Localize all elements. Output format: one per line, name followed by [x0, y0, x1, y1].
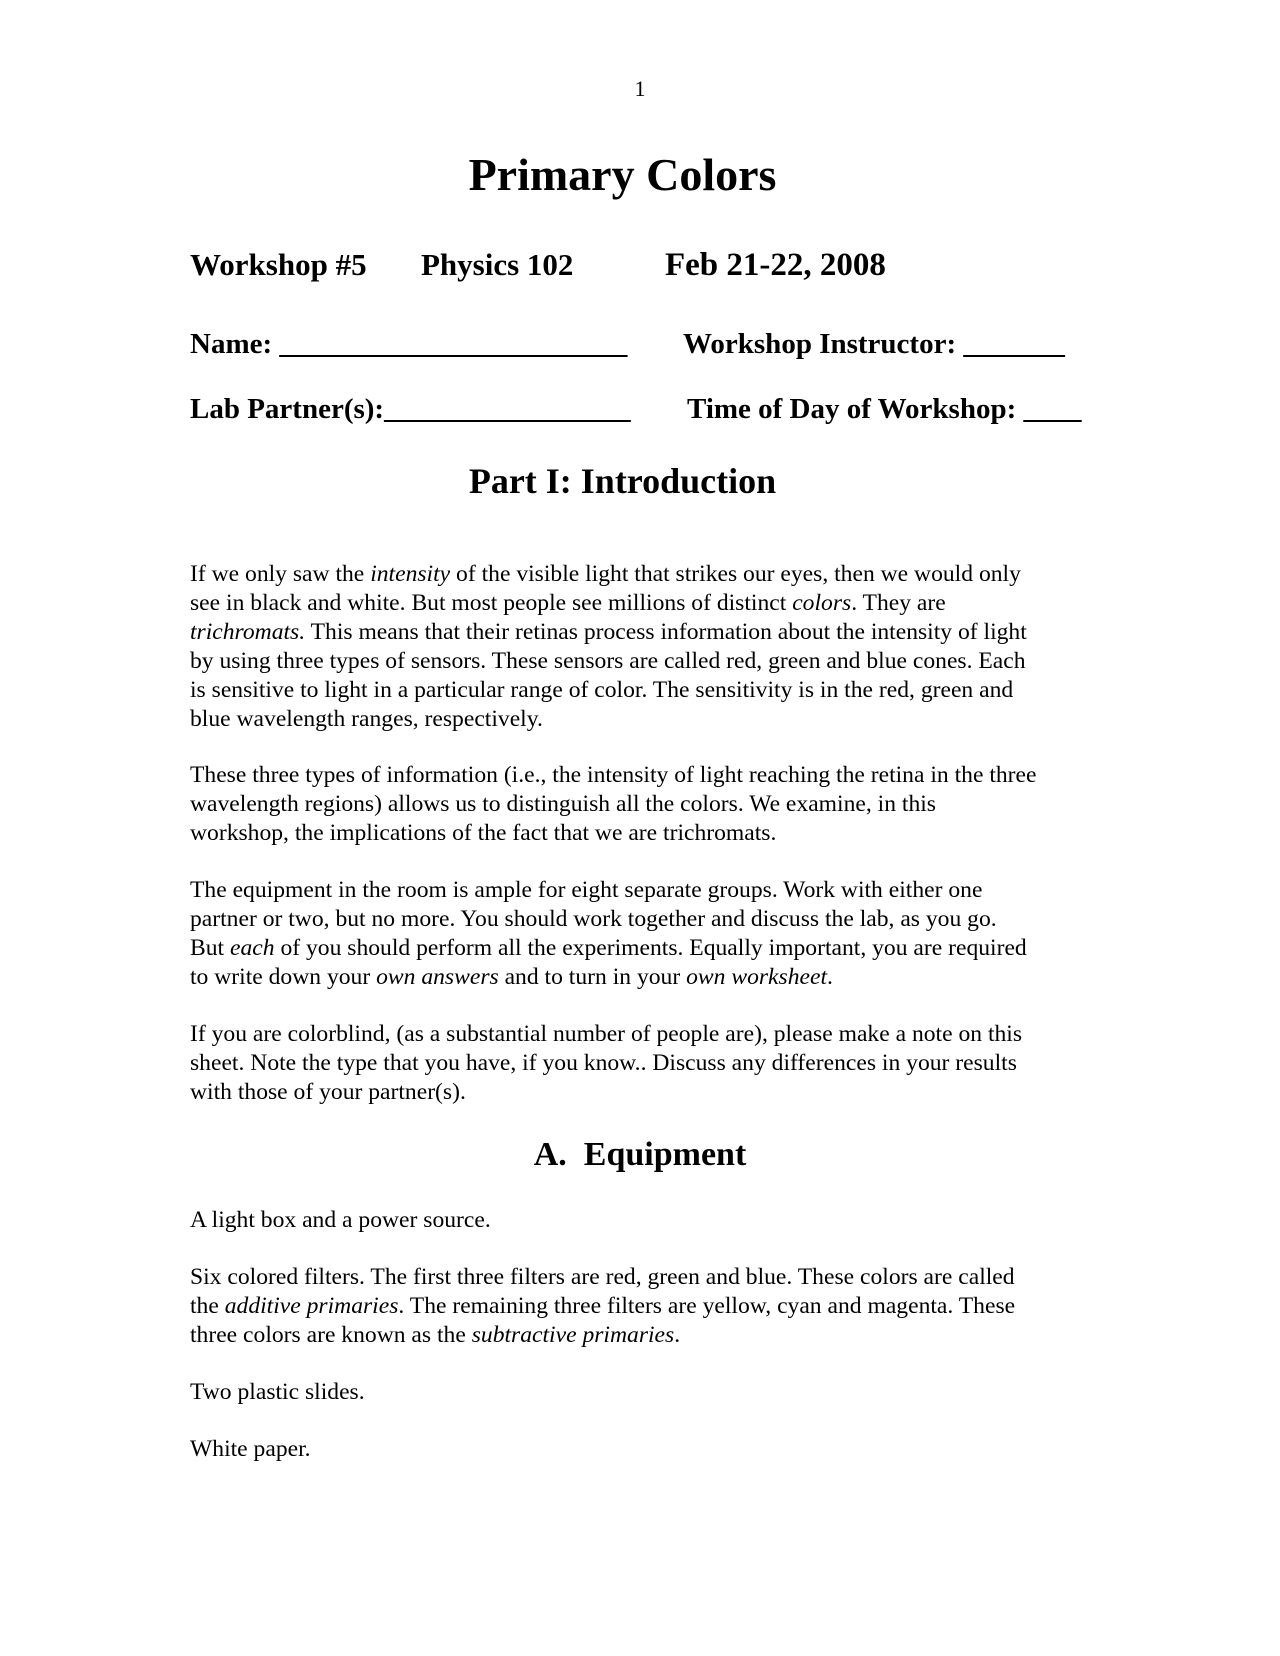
page-title: Primary Colors: [468, 149, 777, 200]
text-line: is sensitive to light in a particular range of color. The sensitivity is in the red, green and: [190, 677, 1014, 703]
text-line: workshop, the implications of the fact that we are trichromats.: [190, 820, 777, 846]
text-line: But each of you should perform all the experiments. Equally important, you are required: [190, 935, 1027, 961]
text-line: three colors are known as the subtractive primaries.: [190, 1322, 681, 1348]
text-line: wavelength regions) allows us to distinguish all the colors. We examine, in this: [190, 791, 936, 817]
time-of-day-field[interactable]: Time of Day of Workshop: ____: [687, 393, 1082, 425]
intro-paragraph-4: [190, 1020, 1120, 1107]
workshop-date: Feb 21-22, 2008: [665, 247, 886, 283]
equipment-heading-letter: A.: [533, 1136, 567, 1173]
equipment-item-paper: White paper.: [190, 1436, 311, 1462]
lab-partners-field[interactable]: Lab Partner(s):_________________: [190, 393, 631, 425]
page-number: 1: [634, 76, 646, 101]
text-line: These three types of information (i.e., the intensity of light reaching the retina in the three: [190, 762, 1037, 788]
text-line: see in black and white. But most people see millions of distinct colors. They are: [190, 590, 946, 616]
intro-paragraph-1: [190, 560, 1120, 734]
text-line: If we only saw the intensity of the visible light that strikes our eyes, then we would only: [190, 561, 1021, 587]
workshop-number: Workshop #5: [190, 247, 367, 282]
equipment-heading: [0, 1136, 1280, 1174]
equipment-item-slides: Two plastic slides.: [190, 1379, 365, 1405]
name-field[interactable]: Name: ________________________: [190, 328, 628, 360]
course-name: Physics 102: [421, 247, 574, 282]
equipment-item-light-box: A light box and a power source.: [190, 1207, 491, 1233]
instructor-field[interactable]: Workshop Instructor: _______: [683, 328, 1065, 360]
text-line: Six colored filters. The first three filters are red, green and blue. These colors are called: [190, 1264, 1015, 1290]
text-line: partner or two, but no more. You should work together and discuss the lab, as you go.: [190, 906, 997, 932]
text-line: by using three types of sensors. These sensors are called red, green and blue cones. Each: [190, 648, 1026, 674]
text-line: the additive primaries. The remaining three filters are yellow, cyan and magenta. These: [190, 1293, 1016, 1319]
text-line: sheet. Note the type that you have, if you know.. Discuss any differences in your results: [190, 1050, 1017, 1076]
text-line: to write down your own answers and to turn in your own worksheet.: [190, 964, 833, 990]
text-line: with those of your partner(s).: [190, 1079, 466, 1105]
equipment-item-filters: [190, 1263, 1120, 1350]
text-line: If you are colorblind, (as a substantial number of people are), please make a note on this: [190, 1021, 1023, 1047]
intro-paragraph-2: [190, 761, 1120, 848]
equipment-heading-text: Equipment: [583, 1136, 747, 1173]
text-line: blue wavelength ranges, respectively.: [190, 706, 543, 732]
text-line: The equipment in the room is ample for eight separate groups. Work with either one: [190, 877, 983, 903]
part1-heading: Part I: Introduction: [468, 461, 777, 501]
text-line: trichromats. This means that their retinas process information about the intensity of light: [190, 619, 1027, 645]
intro-paragraph-3: [190, 876, 1120, 992]
